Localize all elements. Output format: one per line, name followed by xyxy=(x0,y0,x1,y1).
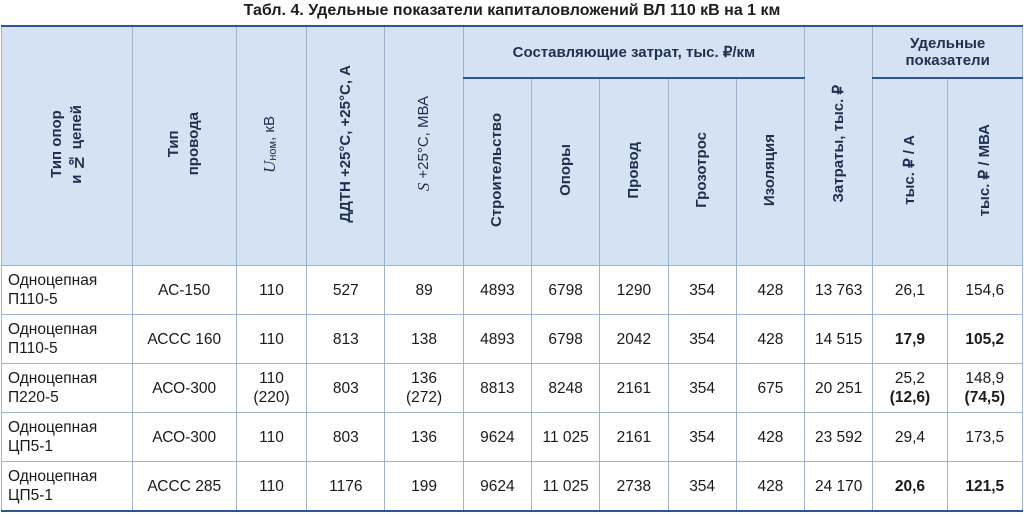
cell-construction: 4893 xyxy=(463,315,531,364)
cell-u-nom-line: 110 xyxy=(259,477,284,495)
cell-per-mva xyxy=(947,364,1022,413)
cell-per-mva-line: 121,5 xyxy=(965,477,1005,495)
cell-tower-type-line: Одноцепная xyxy=(8,272,98,289)
table-row xyxy=(2,364,1023,413)
cell-s xyxy=(385,413,463,462)
cell-per-a xyxy=(873,315,947,364)
cell-construction: 8813 xyxy=(463,364,531,413)
cell-construction: 9624 xyxy=(463,462,531,512)
cell-u-nom-line: 110 xyxy=(259,428,284,446)
cell-s-line: 199 xyxy=(411,477,438,495)
header-ground-wire: Грозотрос xyxy=(668,78,736,266)
cell-tower-type-line: П110-5 xyxy=(8,291,58,308)
cell-tower-type xyxy=(2,315,133,364)
cell-tower-type xyxy=(2,364,133,413)
header-wire-type: Тип провода xyxy=(132,26,236,266)
cell-tower-type xyxy=(2,266,133,315)
table-row xyxy=(2,413,1023,462)
cell-tower-type-line: П110-5 xyxy=(8,340,58,357)
header-insulation: Изоляция xyxy=(736,78,804,266)
data-table xyxy=(1,25,1023,512)
header-u-nom: $U_{ном}$, кВ xyxy=(236,26,306,266)
cell-s-line: 89 xyxy=(415,281,433,299)
cell-ground-wire: 354 xyxy=(668,315,736,364)
cell-construction: 9624 xyxy=(463,413,531,462)
cell-u-nom-line: 110 xyxy=(259,281,284,299)
cell-per-mva-line: 173,5 xyxy=(965,428,1005,446)
cell-per-mva xyxy=(947,315,1022,364)
table-row xyxy=(2,462,1023,512)
cell-insulation: 428 xyxy=(736,315,804,364)
cell-ground-wire: 354 xyxy=(668,413,736,462)
cell-per-a xyxy=(873,413,947,462)
cell-construction: 4893 xyxy=(463,266,531,315)
cell-per-mva xyxy=(947,462,1022,512)
cell-per-mva-line: (74,5) xyxy=(964,389,1006,406)
cell-ground-wire: 354 xyxy=(668,266,736,315)
cell-u-nom-line: 110 xyxy=(259,370,284,387)
cell-total: 20 251 xyxy=(805,364,873,413)
cell-per-mva-line: 154,6 xyxy=(965,281,1005,299)
cell-s xyxy=(385,266,463,315)
cell-total: 13 763 xyxy=(805,266,873,315)
cell-tower-type-line: Одноцепная xyxy=(8,419,98,436)
table-row xyxy=(2,266,1023,315)
cell-s-line: (272) xyxy=(406,389,443,406)
header-cost-group: Составляющие затрат, тыс. ₽/км xyxy=(463,26,804,78)
cell-per-a xyxy=(873,364,947,413)
cell-total: 24 170 xyxy=(805,462,873,512)
header-wire: Провод xyxy=(600,78,668,266)
cell-s xyxy=(385,315,463,364)
cell-u-nom-line: (220) xyxy=(253,389,290,406)
cell-tower-type-line: Одноцепная xyxy=(8,370,98,387)
cell-ground-wire: 354 xyxy=(668,364,736,413)
cell-towers: 11 025 xyxy=(532,462,600,512)
header-ddtn: ДДТН +25°С, +25°С, А xyxy=(307,26,385,266)
cell-ground-wire: 354 xyxy=(668,462,736,512)
cell-wire-type: АССС 285 xyxy=(132,462,236,512)
cell-per-a xyxy=(873,266,947,315)
cell-insulation: 428 xyxy=(736,266,804,315)
cell-per-a-line: 25,2 xyxy=(894,370,926,387)
header-total: Затраты, тыс. ₽ xyxy=(805,26,873,266)
cell-tower-type-line: ЦП5-1 xyxy=(8,487,54,504)
cell-u-nom xyxy=(236,413,306,462)
cell-ddtn: 813 xyxy=(307,315,385,364)
cell-insulation: 675 xyxy=(736,364,804,413)
cell-tower-type xyxy=(2,413,133,462)
cell-wire-type: АС-150 xyxy=(132,266,236,315)
cell-tower-type-line: П220-5 xyxy=(8,389,59,406)
cell-u-nom xyxy=(236,462,306,512)
table-row xyxy=(2,315,1023,364)
cell-towers: 6798 xyxy=(532,315,600,364)
cell-per-a-line: 26,1 xyxy=(894,281,926,299)
header-towers: Опоры xyxy=(532,78,600,266)
cell-ddtn: 1176 xyxy=(307,462,385,512)
cell-tower-type-line: ЦП5-1 xyxy=(8,438,54,455)
cell-total: 23 592 xyxy=(805,413,873,462)
cell-towers: 8248 xyxy=(532,364,600,413)
cell-per-mva-line: 105,2 xyxy=(965,330,1005,348)
cell-tower-type xyxy=(2,462,133,512)
cell-wire-cost: 2738 xyxy=(600,462,668,512)
cell-insulation: 428 xyxy=(736,462,804,512)
cell-u-nom xyxy=(236,364,306,413)
header-per-mva: тыс. ₽ / МВА xyxy=(947,78,1022,266)
cell-u-nom-line: 110 xyxy=(259,330,284,348)
cell-per-a-line: (12,6) xyxy=(889,389,931,406)
table-title: Табл. 4. Удельные показатели капиталовложений ВЛ 110 кВ на 1 км xyxy=(243,2,781,19)
cell-insulation: 428 xyxy=(736,413,804,462)
cell-wire-cost: 2161 xyxy=(600,364,668,413)
cell-per-a xyxy=(873,462,947,512)
cell-u-nom xyxy=(236,315,306,364)
cell-wire-cost: 2042 xyxy=(600,315,668,364)
cell-towers: 11 025 xyxy=(532,413,600,462)
cell-per-a-line: 20,6 xyxy=(894,477,926,495)
cell-ddtn: 527 xyxy=(307,266,385,315)
header-construction: Строительство xyxy=(463,78,531,266)
cell-per-a-line: 29,4 xyxy=(894,428,926,446)
header-row-top xyxy=(2,26,1023,78)
cell-wire-type: АСО-300 xyxy=(132,413,236,462)
cell-tower-type-line: Одноцепная xyxy=(8,321,98,338)
cell-s-line: 138 xyxy=(411,330,438,348)
cell-wire-cost: 2161 xyxy=(600,413,668,462)
cell-wire-type: АСО-300 xyxy=(132,364,236,413)
cell-tower-type-line: Одноцепная xyxy=(8,468,98,485)
cell-s-line: 136 xyxy=(411,370,438,387)
cell-per-mva xyxy=(947,413,1022,462)
cell-s xyxy=(385,462,463,512)
cell-ddtn: 803 xyxy=(307,364,385,413)
header-s: S +25°С, МВА xyxy=(385,26,463,266)
cell-s-line: 136 xyxy=(411,428,438,446)
cell-total: 14 515 xyxy=(805,315,873,364)
cell-per-a-line: 17,9 xyxy=(894,330,926,348)
cell-per-mva xyxy=(947,266,1022,315)
cell-s xyxy=(385,364,463,413)
cell-u-nom xyxy=(236,266,306,315)
cell-ddtn: 803 xyxy=(307,413,385,462)
cell-wire-type: АССС 160 xyxy=(132,315,236,364)
cell-towers: 6798 xyxy=(532,266,600,315)
header-per-a: тыс. ₽ / А xyxy=(873,78,947,266)
cell-wire-cost: 1290 xyxy=(600,266,668,315)
header-specific-group: Удельные показатели xyxy=(873,26,1023,78)
cell-per-mva-line: 148,9 xyxy=(965,370,1005,387)
header-tower-type: Тип опор и № цепей xyxy=(2,26,133,266)
